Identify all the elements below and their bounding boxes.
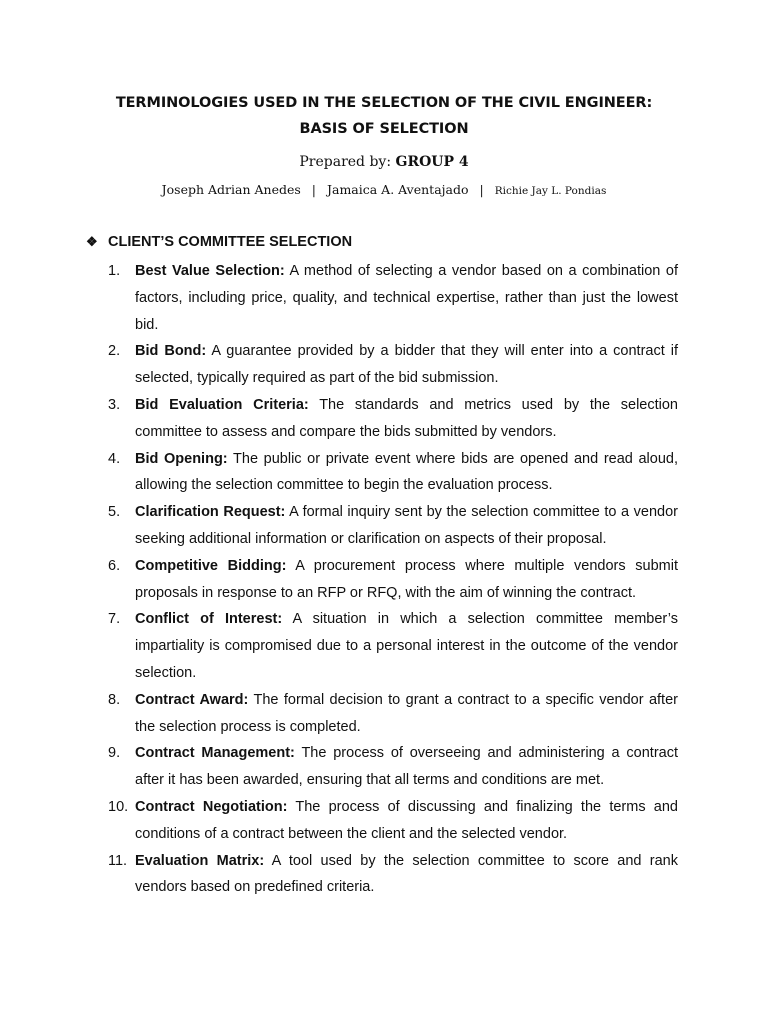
author-separator: |: [311, 182, 316, 197]
list-item-term: Clarification Request:: [135, 504, 286, 521]
list-item-term: Competitive Bidding:: [135, 557, 287, 574]
list-item-definition: The public or private event where bids are opened and read aloud, allowing the selection committee to begin the evaluation process.: [135, 450, 679, 494]
list-item-text: [135, 392, 678, 446]
list-item-term: Contract Award:: [135, 691, 249, 708]
list-item: [108, 606, 678, 686]
list-item-definition: The formal decision to grant a contract to a specific vendor after the selection process is completed.: [135, 691, 678, 735]
list-item-text: [135, 848, 678, 902]
list-item: [108, 740, 678, 794]
list-item-term: Contract Negotiation:: [135, 798, 288, 815]
list-item-text: [135, 794, 678, 848]
list-item-number: 3.: [108, 396, 121, 413]
list-item-text: [135, 687, 678, 741]
list-item-text: [135, 446, 678, 500]
section-heading: [86, 234, 352, 250]
list-item-text: [135, 338, 678, 392]
list-item-definition: A method of selecting a vendor based on a combination of factors, including price, quality, and technical expertise, rather than just the lowest bid.: [135, 263, 678, 333]
list-item-number: 4.: [108, 450, 121, 467]
list-item-definition: A procurement process where multiple vendors submit proposals in response to an RFP or RFQ, with the aim of winning the contract.: [135, 557, 678, 601]
prepared-by-line: [0, 154, 768, 170]
list-item: [108, 794, 678, 848]
list-item-number: 7.: [108, 611, 121, 628]
list-item-number: 5.: [108, 504, 121, 521]
list-item-definition: The process of discussing and finalizing the terms and conditions of a contract between the client and the selected vendor.: [135, 798, 678, 842]
prepared-group: GROUP 4: [395, 154, 469, 170]
list-item-number: 9.: [108, 745, 121, 762]
list-item-number: 10.: [108, 798, 129, 815]
list-item-definition: A tool used by the selection committee to score and rank vendors based on predefined criteria.: [135, 852, 678, 896]
list-item-text: [135, 606, 678, 686]
list-item: [108, 848, 678, 902]
author-name: Richie Jay L. Pondias: [494, 185, 607, 197]
list-item-number: 11.: [108, 852, 128, 869]
list-item-text: [135, 740, 678, 794]
list-item: [108, 338, 678, 392]
author-separator: |: [479, 182, 484, 197]
list-item-text: [135, 258, 678, 338]
list-item-term: Bid Bond:: [135, 343, 207, 360]
list-item: [108, 499, 678, 553]
list-item-term: Bid Opening:: [135, 450, 228, 467]
list-item-number: 1.: [108, 263, 121, 279]
list-item-term: Evaluation Matrix:: [135, 852, 265, 869]
section-heading-text: CLIENT’S COMMITTEE SELECTION: [108, 234, 353, 250]
list-item-number: 8.: [108, 691, 121, 708]
list-item-number: 6.: [108, 557, 121, 574]
list-item: [108, 258, 678, 338]
authors-line: [0, 182, 768, 197]
terminology-list: [108, 258, 678, 901]
list-item-definition: The standards and metrics used by the selection committee to assess and compare the bids submitted by vendors.: [135, 396, 678, 440]
list-item-definition: A formal inquiry sent by the selection committee to a vendor seeking additional information or clarification on aspects of their proposal.: [135, 504, 678, 547]
list-item: [108, 392, 678, 446]
list-item-term: Best Value Selection:: [135, 263, 285, 279]
list-item: [108, 687, 678, 741]
list-item-definition: A guarantee provided by a bidder that they will enter into a contract if selected, typically required as part of the bid submission.: [135, 343, 678, 387]
diamond-bullet-icon: ❖: [86, 234, 98, 249]
list-item-term: Conflict of Interest:: [135, 611, 283, 628]
list-item: [108, 446, 678, 500]
document-title-line2: BASIS OF SELECTION: [299, 121, 469, 137]
list-item-text: [135, 553, 678, 607]
prepared-label: Prepared by:: [299, 154, 396, 170]
list-item-term: Contract Management:: [135, 745, 295, 762]
list-item-definition: The process of overseeing and administering a contract after it has been awarded, ensuring that all terms and conditions are met.: [135, 745, 678, 789]
document-title-line1: TERMINOLOGIES USED IN THE SELECTION OF THE CIVIL ENGINEER:: [115, 95, 653, 111]
list-item: [108, 553, 678, 607]
author-name: Jamaica A. Aventajado: [326, 182, 469, 197]
list-item-definition: A situation in which a selection committee member’s impartiality is compromised due to a personal interest in the outcome of the vendor selection.: [135, 611, 678, 681]
list-item-text: [135, 499, 678, 553]
list-item-term: Bid Evaluation Criteria:: [135, 396, 309, 413]
list-item-number: 2.: [108, 343, 121, 360]
author-name: Joseph Adrian Anedes: [161, 182, 301, 197]
